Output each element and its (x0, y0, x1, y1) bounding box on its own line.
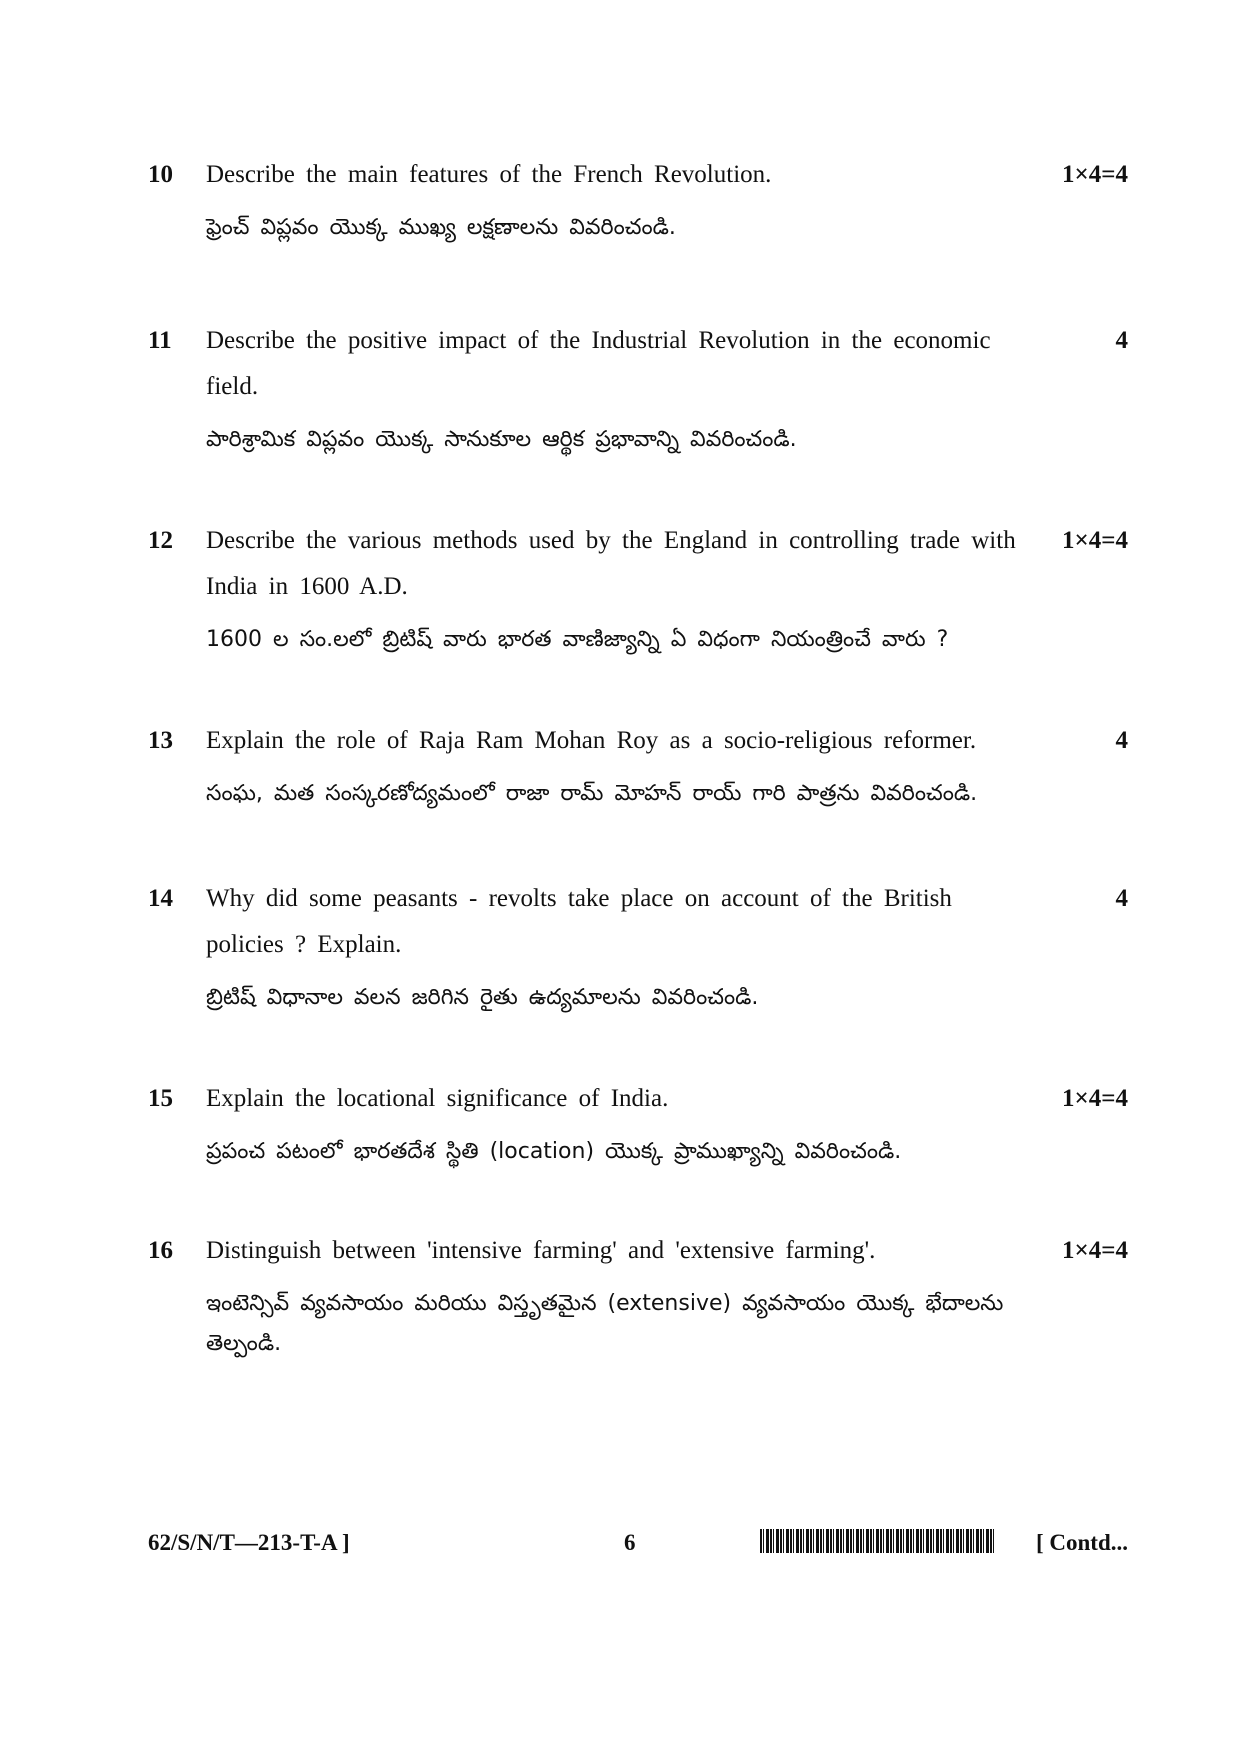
question-marks: 1×4=4 (1062, 161, 1128, 188)
question-number: 12 (148, 527, 173, 554)
question-text-telugu: ఫ్రెంచ్ విప్లవం యొక్క ముఖ్య లక్షణాలను వివరించండి. (206, 215, 676, 240)
question-text-telugu: 1600 ల సం.లలో బ్రిటిష్ వారు భారత వాణిజ్యాన్ని ఏ విధంగా నియంత్రించే వారు ? (206, 627, 949, 652)
question-marks: 4 (1115, 327, 1128, 354)
question-text-telugu: ఇంటెన్సివ్ వ్యవసాయం మరియు విస్తృతమైన (extensive) వ్యవసాయం యొక్క భేదాలను తెల్పండి. (206, 1291, 1004, 1356)
page-number: 6 (624, 1530, 636, 1555)
question-marks: 1×4=4 (1062, 1237, 1128, 1264)
question-marks: 4 (1115, 885, 1128, 912)
question-number: 10 (148, 161, 173, 188)
continued-label: [ Contd... (1035, 1530, 1128, 1555)
question-text-english: Describe the various methods used by the England in controlling trade with India in 1600 A.D. (206, 527, 1016, 600)
question-number: 15 (148, 1085, 173, 1112)
question-text-telugu: ప్రపంచ పటంలో భారతదేశ స్థితి (location) యొక్క ప్రాముఖ్యాన్ని వివరించండి. (206, 1139, 902, 1164)
question-body (206, 1076, 1026, 1172)
paper-code: 62/S/N/T—213-T-A ] (148, 1530, 350, 1555)
question-text-telugu: పారిశ్రామిక విప్లవం యొక్క సానుకూల ఆర్థిక ప్రభావాన్ని వివరించండి. (206, 427, 797, 452)
question-text-english: Distinguish between 'intensive farming' and 'extensive farming'. (206, 1237, 876, 1264)
question-text-english: Explain the role of Raja Ram Mohan Roy as a socio-religious reformer. (206, 727, 977, 754)
question-number: 14 (148, 885, 173, 912)
question-text-english: Describe the main features of the French Revolution. (206, 161, 772, 188)
question-text-english: Why did some peasants - revolts take place on account of the British policies ? Explain. (206, 885, 952, 958)
question-text-telugu: సంఘ, మత సంస్కరణోద్యమంలో రాజా రామ్ మోహన్ రాయ్ గారి పాత్రను వివరించండి. (206, 781, 978, 806)
question-body (206, 518, 1026, 660)
page-footer (148, 1525, 1128, 1561)
question-text-telugu: బ్రిటిష్ విధానాల వలన జరిగిన రైతు ఉద్యమాలను వివరించండి. (206, 985, 759, 1010)
question-number: 11 (148, 327, 172, 354)
question-marks: 1×4=4 (1062, 527, 1128, 554)
barcode-image (760, 1529, 996, 1553)
question-marks: 4 (1115, 727, 1128, 754)
question-marks: 1×4=4 (1062, 1085, 1128, 1112)
question-body (206, 318, 1026, 460)
question-number: 13 (148, 727, 173, 754)
question-body (206, 876, 1026, 1018)
question-number: 16 (148, 1237, 173, 1264)
question-text-english: Explain the locational significance of India. (206, 1085, 669, 1112)
question-text-english: Describe the positive impact of the Industrial Revolution in the economic field. (206, 327, 991, 400)
question-body (206, 152, 1026, 248)
question-body (206, 1228, 1026, 1364)
question-body (206, 718, 1026, 814)
